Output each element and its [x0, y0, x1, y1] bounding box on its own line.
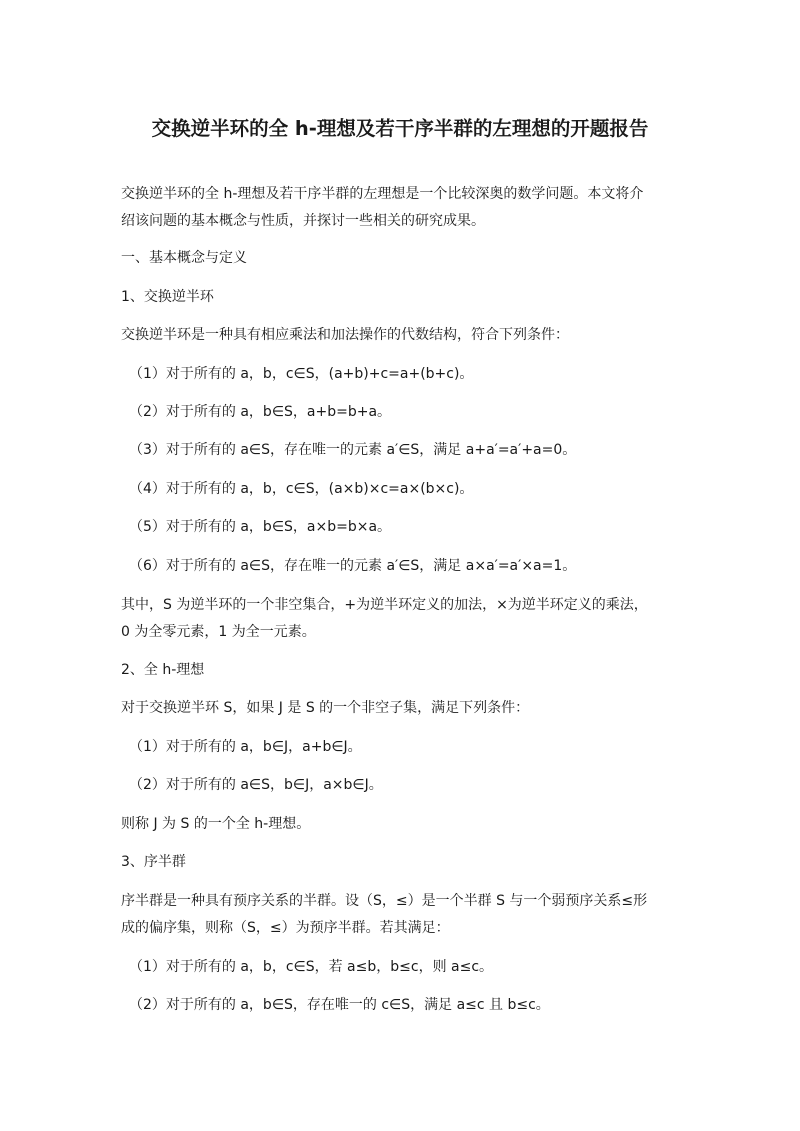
- document-title: 交换逆半环的全 h-理想及若干序半群的左理想的开题报告: [151, 117, 649, 140]
- semiring-note-line-2: 0 为全零元素，1 为全一元素。: [121, 624, 316, 640]
- semiring-condition-6: （6）对于所有的 a∈S，存在唯一的元素 a′∈S，满足 a×a′=a′×a=1。: [129, 558, 577, 574]
- semiring-condition-4: （4）对于所有的 a，b，c∈S，(a×b)×c=a×(b×c)。: [129, 481, 474, 497]
- ordered-semigroup-condition-2: （2）对于所有的 a，b∈S，存在唯一的 c∈S，满足 a≤c 且 b≤c。: [129, 997, 550, 1013]
- semiring-condition-1: （1）对于所有的 a，b，c∈S，(a+b)+c=a+(b+c)。: [129, 366, 474, 382]
- h-ideal-description: 对于交换逆半环 S，如果 J 是 S 的一个非空子集，满足下列条件：: [121, 700, 530, 716]
- intro-paragraph-line-1: 交换逆半环的全 h-理想及若干序半群的左理想是一个比较深奥的数学问题。本文将介: [121, 186, 644, 202]
- ordered-semigroup-description-line-2: 成的偏序集，则称（S，≤）为预序半群。若其满足：: [121, 920, 450, 936]
- semiring-note-line-1: 其中，S 为逆半环的一个非空集合，+为逆半环定义的加法，×为逆半环定义的乘法，: [121, 597, 648, 613]
- semiring-condition-5: （5）对于所有的 a，b∈S，a×b=b×a。: [129, 519, 392, 535]
- h-ideal-conclusion: 则称 J 为 S 的一个全 h-理想。: [121, 816, 311, 832]
- subsection-heading-full-h-ideal: 2、全 h-理想: [121, 662, 205, 678]
- intro-paragraph-line-2: 绍该问题的基本概念与性质，并探讨一些相关的研究成果。: [121, 213, 485, 229]
- h-ideal-condition-1: （1）对于所有的 a，b∈J，a+b∈J。: [129, 739, 362, 755]
- h-ideal-condition-2: （2）对于所有的 a∈S，b∈J，a×b∈J。: [129, 777, 383, 793]
- section-heading-basic-concepts: 一、基本概念与定义: [121, 250, 247, 266]
- subsection-heading-commutative-inverse-semiring: 1、交换逆半环: [121, 289, 214, 305]
- ordered-semigroup-description-line-1: 序半群是一种具有预序关系的半群。设（S，≤）是一个半群 S 与一个弱预序关系≤形: [121, 893, 648, 909]
- ordered-semigroup-condition-1: （1）对于所有的 a，b，c∈S，若 a≤b，b≤c，则 a≤c。: [129, 959, 494, 975]
- semiring-description: 交换逆半环是一种具有相应乘法和加法操作的代数结构，符合下列条件：: [121, 327, 569, 343]
- semiring-condition-2: （2）对于所有的 a，b∈S，a+b=b+a。: [129, 404, 392, 420]
- semiring-condition-3: （3）对于所有的 a∈S，存在唯一的元素 a′∈S，满足 a+a′=a′+a=0。: [129, 442, 577, 458]
- subsection-heading-ordered-semigroup: 3、序半群: [121, 854, 186, 870]
